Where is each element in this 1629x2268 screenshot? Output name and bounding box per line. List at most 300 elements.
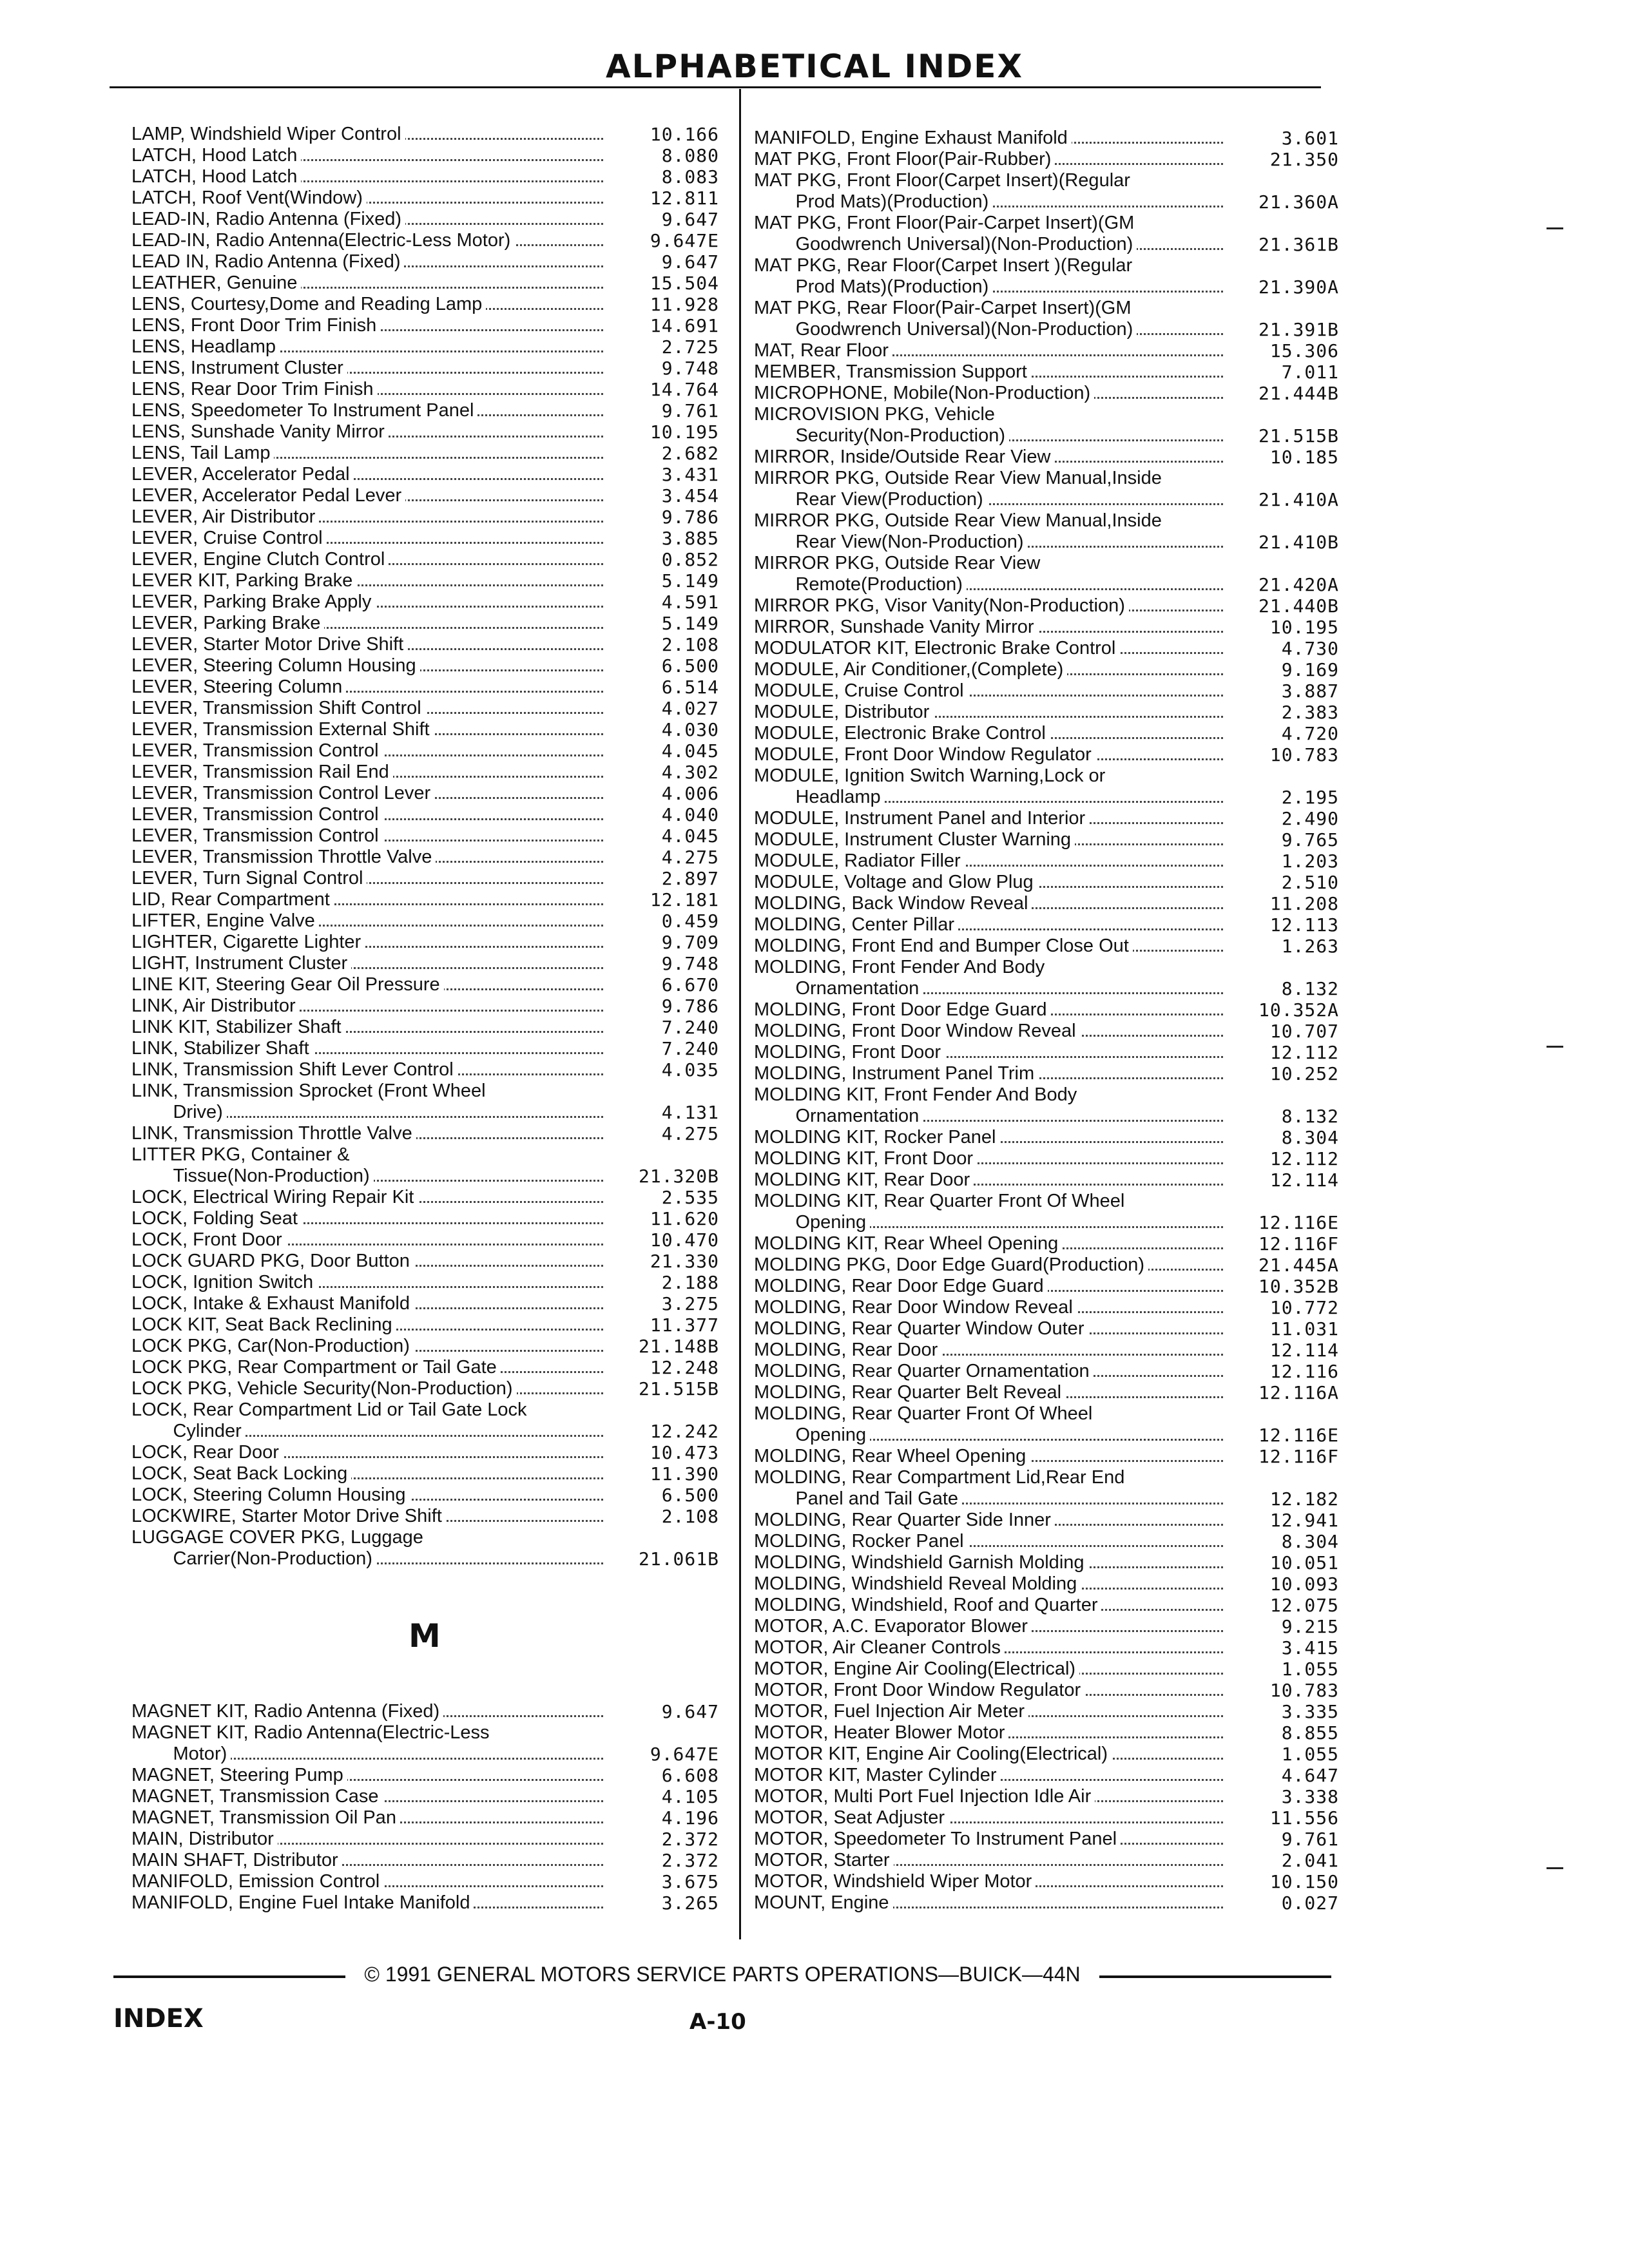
index-entry xyxy=(754,1637,1339,1658)
index-entry-name: MOLDING, Rear Wheel Opening xyxy=(754,1446,1030,1466)
index-entry xyxy=(754,170,1339,213)
index-entry-page: 11.031 xyxy=(1236,1318,1339,1340)
index-entry-page: 3.887 xyxy=(1236,680,1339,702)
index-entry-page: 10.195 xyxy=(616,421,719,443)
index-entry-name: LENS, Courtesy,Dome and Reading Lamp xyxy=(131,294,486,314)
index-entry-page: 9.647 xyxy=(616,251,719,273)
index-entry-page: 21.320B xyxy=(616,1166,719,1187)
index-entry-name: LEVER, Transmission Control xyxy=(131,825,383,846)
index-entry-page: 21.361B xyxy=(1236,234,1339,255)
index-entry-name: LIFTER, Engine Valve xyxy=(131,910,319,931)
index-entry xyxy=(754,1573,1339,1595)
index-entry-name: MOLDING, Rear Door Edge Guard xyxy=(754,1276,1048,1296)
index-entry xyxy=(754,680,1339,702)
index-entry-name: MOLDING, Windshield, Roof and Quarter xyxy=(754,1595,1101,1615)
index-entry-page: 3.675 xyxy=(616,1871,719,1892)
index-entry-name: LENS, Instrument Cluster xyxy=(131,358,347,378)
index-entry xyxy=(754,1233,1339,1254)
index-entry-page: 8.080 xyxy=(616,145,719,166)
index-entry xyxy=(754,1616,1339,1637)
index-entry-name: MAT, Rear Floor xyxy=(754,340,892,361)
index-entry-name: LOCK, Rear Compartment Lid or Tail Gate Lock Cylinder xyxy=(131,1399,527,1441)
index-entry-name: MOTOR, Speedometer To Instrument Panel xyxy=(754,1829,1121,1849)
index-entry-page: 4.131 xyxy=(616,1102,719,1123)
index-entry-page: 8.132 xyxy=(1236,1106,1339,1127)
index-entry-page: 4.275 xyxy=(616,1123,719,1144)
index-entry xyxy=(131,1871,719,1892)
index-entry-name: LEVER, Transmission Control xyxy=(131,804,383,825)
index-entry xyxy=(131,804,719,825)
index-entry-name: MAT PKG, Front Floor(Pair-Carpet Insert)(GM Goodwrench Universal)(Non-Production) xyxy=(754,213,1137,255)
index-entry-page: 1.263 xyxy=(1236,936,1339,957)
index-entry xyxy=(131,698,719,719)
index-entry-page: 11.208 xyxy=(1236,893,1339,914)
index-entry-name: LEVER, Transmission Control Lever xyxy=(131,783,434,803)
index-entry-name: LEVER, Transmission External Shift xyxy=(131,719,434,740)
index-entry-name: MOLDING, Rear Quarter Front Of Wheel Opening xyxy=(754,1403,1093,1445)
index-entry-page: 4.027 xyxy=(616,698,719,719)
index-entry xyxy=(131,358,719,379)
index-entry xyxy=(754,1892,1339,1914)
index-entry-name: MODULE, Voltage and Glow Plug xyxy=(754,872,1037,892)
index-entry xyxy=(754,723,1339,744)
index-entry-name: MOLDING, Center Pillar xyxy=(754,914,958,935)
index-entry-name: MODULE, Front Door Window Regulator xyxy=(754,744,1095,765)
index-entry-name: LENS, Front Door Trim Finish xyxy=(131,315,380,336)
index-entry-name: LOCK, Intake & Exhaust Manifold xyxy=(131,1293,414,1314)
index-entry-name: LEAD-IN, Radio Antenna(Electric-Less Motor) xyxy=(131,230,514,251)
index-entry xyxy=(131,209,719,230)
index-entry-page: 10.707 xyxy=(1236,1021,1339,1042)
index-entry xyxy=(131,932,719,953)
index-entry-page: 4.040 xyxy=(616,804,719,825)
index-entry-name: LENS, Speedometer To Instrument Panel xyxy=(131,400,477,421)
index-entry xyxy=(131,1229,719,1251)
index-entry-name: MOLDING, Instrument Panel Trim xyxy=(754,1063,1038,1084)
index-entry-name: LEVER, Steering Column xyxy=(131,677,346,697)
index-entry-name: MOTOR, Seat Adjuster xyxy=(754,1807,949,1828)
index-entry-page: 10.783 xyxy=(1236,744,1339,765)
index-entry xyxy=(754,999,1339,1021)
index-entry-name: LUGGAGE COVER PKG, Luggage Carrier(Non-Production) xyxy=(131,1527,423,1569)
index-entry-page: 12.242 xyxy=(616,1421,719,1442)
index-entry xyxy=(754,595,1339,617)
index-entry xyxy=(754,1701,1339,1722)
index-entry xyxy=(754,1786,1339,1807)
index-entry-page: 11.556 xyxy=(1236,1807,1339,1829)
index-entry-page: 10.352B xyxy=(1236,1276,1339,1297)
index-entry-name: MAGNET KIT, Radio Antenna(Electric-Less Motor) xyxy=(131,1722,490,1764)
index-entry xyxy=(131,1850,719,1871)
index-entry xyxy=(754,744,1339,765)
index-entry-page: 4.035 xyxy=(616,1059,719,1081)
index-entry-name: MICROPHONE, Mobile(Non-Production) xyxy=(754,383,1094,403)
index-entry-name: LAMP, Windshield Wiper Control xyxy=(131,124,405,144)
index-entry xyxy=(131,1506,719,1527)
index-entry-name: LEAD IN, Radio Antenna (Fixed) xyxy=(131,251,404,272)
index-entry xyxy=(131,1336,719,1357)
index-entry-name: LITTER PKG, Container & Tissue(Non-Production) xyxy=(131,1144,374,1186)
index-entry xyxy=(131,485,719,506)
index-entry xyxy=(131,124,719,145)
index-entry xyxy=(754,255,1339,298)
index-entry-name: LEVER, Accelerator Pedal xyxy=(131,464,354,485)
index-entry xyxy=(131,677,719,698)
index-entry-page: 12.112 xyxy=(1236,1042,1339,1063)
index-entry-page: 3.338 xyxy=(1236,1786,1339,1807)
index-entry xyxy=(754,1722,1339,1744)
index-entry-name: MOLDING, Rear Quarter Window Outer xyxy=(754,1318,1088,1339)
index-entry xyxy=(754,1552,1339,1573)
index-entry-name: LEVER, Transmission Rail End xyxy=(131,762,393,782)
index-entry-page: 3.275 xyxy=(616,1293,719,1314)
index-entry-page: 21.515B xyxy=(1236,425,1339,447)
index-entry-name: LEVER, Engine Clutch Control xyxy=(131,549,389,570)
index-entry-page: 8.855 xyxy=(1236,1722,1339,1744)
index-entry-name: MOLDING, Rear Quarter Ornamentation xyxy=(754,1361,1094,1381)
index-entry-page: 21.410B xyxy=(1236,532,1339,553)
index-entry-name: MOLDING, Front Door xyxy=(754,1042,945,1062)
index-entry xyxy=(131,1527,719,1570)
index-entry-name: LOCK PKG, Vehicle Security(Non-Production) xyxy=(131,1378,517,1399)
margin-tick xyxy=(1547,227,1563,229)
index-entry-page: 2.188 xyxy=(616,1272,719,1293)
footer-rule-right xyxy=(1099,1975,1331,1978)
index-entry-name: MODULE, Instrument Cluster Warning xyxy=(754,829,1075,850)
index-entry-page: 21.148B xyxy=(616,1336,719,1357)
index-entry xyxy=(131,740,719,762)
index-entry-page: 0.852 xyxy=(616,549,719,570)
index-entry-page: 7.011 xyxy=(1236,361,1339,383)
index-entry xyxy=(131,549,719,570)
index-entry-name: MANIFOLD, Engine Fuel Intake Manifold xyxy=(131,1892,474,1913)
page-title: ALPHABETICAL INDEX xyxy=(605,48,1024,85)
index-entry xyxy=(754,1127,1339,1148)
index-entry xyxy=(754,893,1339,914)
index-entry xyxy=(131,1485,719,1506)
index-entry xyxy=(754,765,1339,808)
index-entry xyxy=(131,1442,719,1463)
index-entry xyxy=(754,829,1339,850)
index-entry-page: 10.470 xyxy=(616,1229,719,1251)
index-entry-page: 21.410A xyxy=(1236,489,1339,510)
index-entry-page: 9.786 xyxy=(616,995,719,1017)
index-entry-page: 21.391B xyxy=(1236,319,1339,340)
index-entry-page: 4.045 xyxy=(616,740,719,762)
index-entry xyxy=(754,1021,1339,1042)
index-entry xyxy=(754,1765,1339,1786)
index-entry-page: 2.041 xyxy=(1236,1850,1339,1871)
index-entry-name: LEVER, Parking Brake Apply xyxy=(131,591,375,612)
index-entry-name: LENS, Rear Door Trim Finish xyxy=(131,379,378,399)
index-entry-name: MOTOR KIT, Engine Air Cooling(Electrical) xyxy=(754,1744,1112,1764)
index-entry xyxy=(131,1272,719,1293)
index-entry-name: LATCH, Hood Latch xyxy=(131,166,301,187)
index-entry-name: LINK, Transmission Shift Lever Control xyxy=(131,1059,458,1080)
index-entry-name: MAGNET KIT, Radio Antenna (Fixed) xyxy=(131,1701,443,1722)
index-entry-name: LENS, Sunshade Vanity Mirror xyxy=(131,421,389,442)
index-entry-page: 9.647E xyxy=(616,230,719,251)
index-entry-page: 9.169 xyxy=(1236,659,1339,680)
index-entry-page: 3.601 xyxy=(1236,128,1339,149)
index-entry-name: MOLDING KIT, Rear Quarter Front Of Wheel Opening xyxy=(754,1191,1125,1233)
index-entry-name: LEVER, Transmission Throttle Valve xyxy=(131,847,436,867)
index-entry-page: 1.055 xyxy=(1236,1658,1339,1680)
index-entry-page: 4.591 xyxy=(616,591,719,613)
index-entry-name: MODULE, Instrument Panel and Interior xyxy=(754,808,1089,829)
index-entry xyxy=(131,294,719,315)
index-entry xyxy=(754,1467,1339,1510)
index-entry xyxy=(754,510,1339,553)
index-entry xyxy=(131,443,719,464)
index-entry-page: 10.783 xyxy=(1236,1680,1339,1701)
index-entry-name: LINK, Transmission Sprocket (Front Wheel Drive) xyxy=(131,1081,486,1122)
index-entry-page: 10.051 xyxy=(1236,1552,1339,1573)
index-entry xyxy=(754,1191,1339,1233)
index-column-left-m xyxy=(131,1701,719,1914)
index-entry-page: 12.116A xyxy=(1236,1382,1339,1403)
index-entry xyxy=(131,1765,719,1786)
index-entry-name: MOUNT, Engine xyxy=(754,1892,893,1913)
index-entry xyxy=(754,638,1339,659)
index-entry xyxy=(131,1059,719,1081)
index-entry xyxy=(754,659,1339,680)
index-entry xyxy=(754,128,1339,149)
index-entry-name: LOCK, Ignition Switch xyxy=(131,1272,317,1293)
index-entry-page: 10.252 xyxy=(1236,1063,1339,1084)
index-entry-page: 2.383 xyxy=(1236,702,1339,723)
index-entry-page: 12.114 xyxy=(1236,1169,1339,1191)
index-entry-name: LEVER, Starter Motor Drive Shift xyxy=(131,634,407,655)
index-entry-page: 15.504 xyxy=(616,273,719,294)
index-entry xyxy=(754,340,1339,361)
index-entry xyxy=(754,404,1339,447)
index-entry-page: 2.195 xyxy=(1236,787,1339,808)
index-entry-name: MAIN, Distributor xyxy=(131,1829,278,1849)
index-entry-page: 4.275 xyxy=(616,847,719,868)
index-entry-name: MAGNET, Transmission Case xyxy=(131,1786,383,1807)
index-entry-name: MANIFOLD, Emission Control xyxy=(131,1871,383,1892)
index-entry-page: 5.149 xyxy=(616,613,719,634)
index-entry-page: 12.811 xyxy=(616,187,719,209)
index-entry xyxy=(754,1807,1339,1829)
index-entry xyxy=(131,974,719,995)
index-entry-page: 2.897 xyxy=(616,868,719,889)
index-entry xyxy=(754,1744,1339,1765)
index-entry-page: 9.748 xyxy=(616,953,719,974)
index-entry-page: 11.377 xyxy=(616,1314,719,1336)
index-entry-page: 12.116E xyxy=(1236,1425,1339,1446)
index-entry-page: 10.473 xyxy=(616,1442,719,1463)
index-entry xyxy=(131,1892,719,1914)
column-divider xyxy=(739,89,741,1939)
index-entry-name: LINK KIT, Stabilizer Shaft xyxy=(131,1017,345,1037)
index-entry-page: 9.761 xyxy=(1236,1829,1339,1850)
index-entry xyxy=(131,1378,719,1399)
index-entry-name: MOTOR, Engine Air Cooling(Electrical) xyxy=(754,1658,1079,1679)
index-entry-name: MOLDING, Back Window Reveal xyxy=(754,893,1032,914)
index-entry-name: LOCKWIRE, Starter Motor Drive Shift xyxy=(131,1506,446,1526)
index-entry xyxy=(131,145,719,166)
index-entry-name: LINE KIT, Steering Gear Oil Pressure xyxy=(131,974,444,995)
index-entry xyxy=(754,1595,1339,1616)
index-entry xyxy=(754,553,1339,595)
index-entry-name: MIRROR, Inside/Outside Rear View xyxy=(754,447,1054,467)
footer-page-number: A-10 xyxy=(689,2009,746,2035)
index-entry-page: 6.500 xyxy=(616,655,719,677)
index-entry-page: 12.248 xyxy=(616,1357,719,1378)
index-entry-name: MOLDING KIT, Front Door xyxy=(754,1148,977,1169)
index-entry xyxy=(131,1081,719,1123)
index-entry-name: LEVER, Accelerator Pedal Lever xyxy=(131,485,405,506)
index-entry-name: MAT PKG, Front Floor(Carpet Insert)(Regular Prod Mats)(Production) xyxy=(754,170,1130,212)
index-entry-page: 8.304 xyxy=(1236,1531,1339,1552)
index-entry-page: 9.748 xyxy=(616,358,719,379)
index-entry-name: MOLDING, Rear Compartment Lid,Rear End Panel and Tail Gate xyxy=(754,1467,1125,1509)
index-entry-name: LOCK KIT, Seat Back Reclining xyxy=(131,1314,396,1335)
index-entry-page: 12.113 xyxy=(1236,914,1339,936)
index-entry-page: 2.108 xyxy=(616,1506,719,1527)
index-entry-page: 10.093 xyxy=(1236,1573,1339,1595)
index-entry-name: LENS, Tail Lamp xyxy=(131,443,274,463)
index-entry-name: MOTOR, Fuel Injection Air Meter xyxy=(754,1701,1028,1722)
index-entry-name: MODULE, Cruise Control xyxy=(754,680,968,701)
index-entry xyxy=(131,273,719,294)
index-entry xyxy=(131,315,719,336)
index-entry-page: 10.195 xyxy=(1236,617,1339,638)
index-entry-name: MOTOR, Windshield Wiper Motor xyxy=(754,1871,1036,1892)
index-entry-page: 12.116E xyxy=(1236,1212,1339,1233)
index-entry-name: LIGHT, Instrument Cluster xyxy=(131,953,351,974)
index-entry-page: 2.372 xyxy=(616,1850,719,1871)
index-entry-name: LEVER, Air Distributor xyxy=(131,506,319,527)
index-entry-page: 21.515B xyxy=(616,1378,719,1399)
index-entry xyxy=(754,1403,1339,1446)
index-entry-name: LOCK, Electrical Wiring Repair Kit xyxy=(131,1187,418,1207)
index-entry-name: LEVER, Transmission Shift Control xyxy=(131,698,425,718)
index-entry xyxy=(131,953,719,974)
index-entry-name: MAGNET, Steering Pump xyxy=(131,1765,347,1785)
index-entry xyxy=(131,528,719,549)
index-entry-name: MOTOR KIT, Master Cylinder xyxy=(754,1765,1001,1785)
index-entry-name: MICROVISION PKG, Vehicle Security(Non-Production) xyxy=(754,404,1009,446)
index-entry-page: 11.390 xyxy=(616,1463,719,1485)
index-entry xyxy=(131,783,719,804)
index-entry-name: MOLDING, Front Fender And Body Ornamentation xyxy=(754,957,1045,999)
index-entry-name: MOLDING PKG, Door Edge Guard(Production) xyxy=(754,1254,1148,1275)
index-entry xyxy=(131,187,719,209)
index-entry xyxy=(131,1314,719,1336)
index-entry xyxy=(131,1017,719,1038)
index-entry-name: LEVER, Steering Column Housing xyxy=(131,655,420,676)
index-entry xyxy=(131,825,719,847)
index-entry-page: 2.725 xyxy=(616,336,719,358)
index-entry xyxy=(754,1871,1339,1892)
index-entry xyxy=(131,1807,719,1829)
index-entry-name: MOLDING, Rear Door Window Reveal xyxy=(754,1297,1077,1318)
index-entry xyxy=(131,847,719,868)
index-entry-page: 9.786 xyxy=(616,506,719,528)
index-entry-name: MODULE, Ignition Switch Warning,Lock or Headlamp xyxy=(754,765,1106,807)
index-entry xyxy=(131,1123,719,1144)
footer-index-label: INDEX xyxy=(113,2004,204,2033)
index-entry xyxy=(131,910,719,932)
index-entry xyxy=(754,1658,1339,1680)
index-entry xyxy=(131,421,719,443)
index-entry-name: LOCK, Rear Door xyxy=(131,1442,283,1463)
index-entry xyxy=(754,1169,1339,1191)
index-entry-name: MAIN SHAFT, Distributor xyxy=(131,1850,342,1870)
index-entry-name: LOCK, Seat Back Locking xyxy=(131,1463,351,1484)
index-entry xyxy=(131,400,719,421)
index-entry-page: 2.535 xyxy=(616,1187,719,1208)
index-entry-page: 12.116 xyxy=(1236,1361,1339,1382)
index-entry-name: LEVER, Transmission Control xyxy=(131,740,383,761)
index-entry-page: 8.304 xyxy=(1236,1127,1339,1148)
index-entry-name: LEVER, Parking Brake xyxy=(131,613,324,633)
index-entry-page: 1.203 xyxy=(1236,850,1339,872)
index-entry-name: LEVER, Cruise Control xyxy=(131,528,327,548)
index-entry xyxy=(131,166,719,187)
index-entry-page: 12.114 xyxy=(1236,1340,1339,1361)
index-entry xyxy=(754,1084,1339,1127)
index-entry xyxy=(754,1042,1339,1063)
index-entry-name: MOLDING, Front Door Window Reveal xyxy=(754,1021,1080,1041)
index-entry-page: 4.006 xyxy=(616,783,719,804)
index-entry xyxy=(131,506,719,528)
index-entry-page: 2.108 xyxy=(616,634,719,655)
index-entry xyxy=(754,468,1339,510)
index-entry xyxy=(131,1829,719,1850)
index-entry xyxy=(131,634,719,655)
index-entry-name: MOTOR, A.C. Evaporator Blower xyxy=(754,1616,1032,1637)
index-entry-name: MOLDING, Rear Quarter Belt Reveal xyxy=(754,1382,1065,1403)
index-entry-page: 4.302 xyxy=(616,762,719,783)
index-entry xyxy=(131,251,719,273)
index-entry xyxy=(754,1361,1339,1382)
index-entry-name: MOLDING, Windshield Garnish Molding xyxy=(754,1552,1088,1573)
index-entry xyxy=(754,914,1339,936)
index-entry-page: 3.335 xyxy=(1236,1701,1339,1722)
index-entry-name: LEATHER, Genuine xyxy=(131,273,301,293)
index-entry-name: LINK, Transmission Throttle Valve xyxy=(131,1123,416,1144)
index-entry-page: 7.240 xyxy=(616,1038,719,1059)
index-entry xyxy=(131,889,719,910)
index-entry-page: 21.350 xyxy=(1236,149,1339,170)
title-divider xyxy=(110,86,1321,88)
index-entry xyxy=(131,995,719,1017)
index-entry-name: LOCK PKG, Car(Non-Production) xyxy=(131,1336,414,1356)
index-entry-page: 12.075 xyxy=(1236,1595,1339,1616)
index-entry-name: LOCK GUARD PKG, Door Button xyxy=(131,1251,414,1271)
index-entry xyxy=(131,1208,719,1229)
index-entry-page: 5.149 xyxy=(616,570,719,591)
index-entry-name: LINK, Stabilizer Shaft xyxy=(131,1038,313,1059)
index-entry xyxy=(754,1382,1339,1403)
index-entry xyxy=(131,868,719,889)
index-entry-name: MAGNET, Transmission Oil Pan xyxy=(131,1807,400,1828)
index-entry xyxy=(754,447,1339,468)
footer-copyright: © 1991 GENERAL MOTORS SERVICE PARTS OPERATIONS—BUICK—44N xyxy=(364,1963,1081,1986)
margin-tick xyxy=(1547,1867,1563,1869)
index-entry xyxy=(131,1187,719,1208)
index-entry-page: 12.182 xyxy=(1236,1488,1339,1510)
index-entry-page: 8.132 xyxy=(1236,978,1339,999)
index-entry-name: MIRROR PKG, Visor Vanity(Non-Production) xyxy=(754,595,1129,616)
index-entry-name: LATCH, Roof Vent(Window) xyxy=(131,187,367,208)
index-entry-name: MOLDING, Windshield Reveal Molding xyxy=(754,1573,1081,1594)
index-entry-page: 21.390A xyxy=(1236,276,1339,298)
